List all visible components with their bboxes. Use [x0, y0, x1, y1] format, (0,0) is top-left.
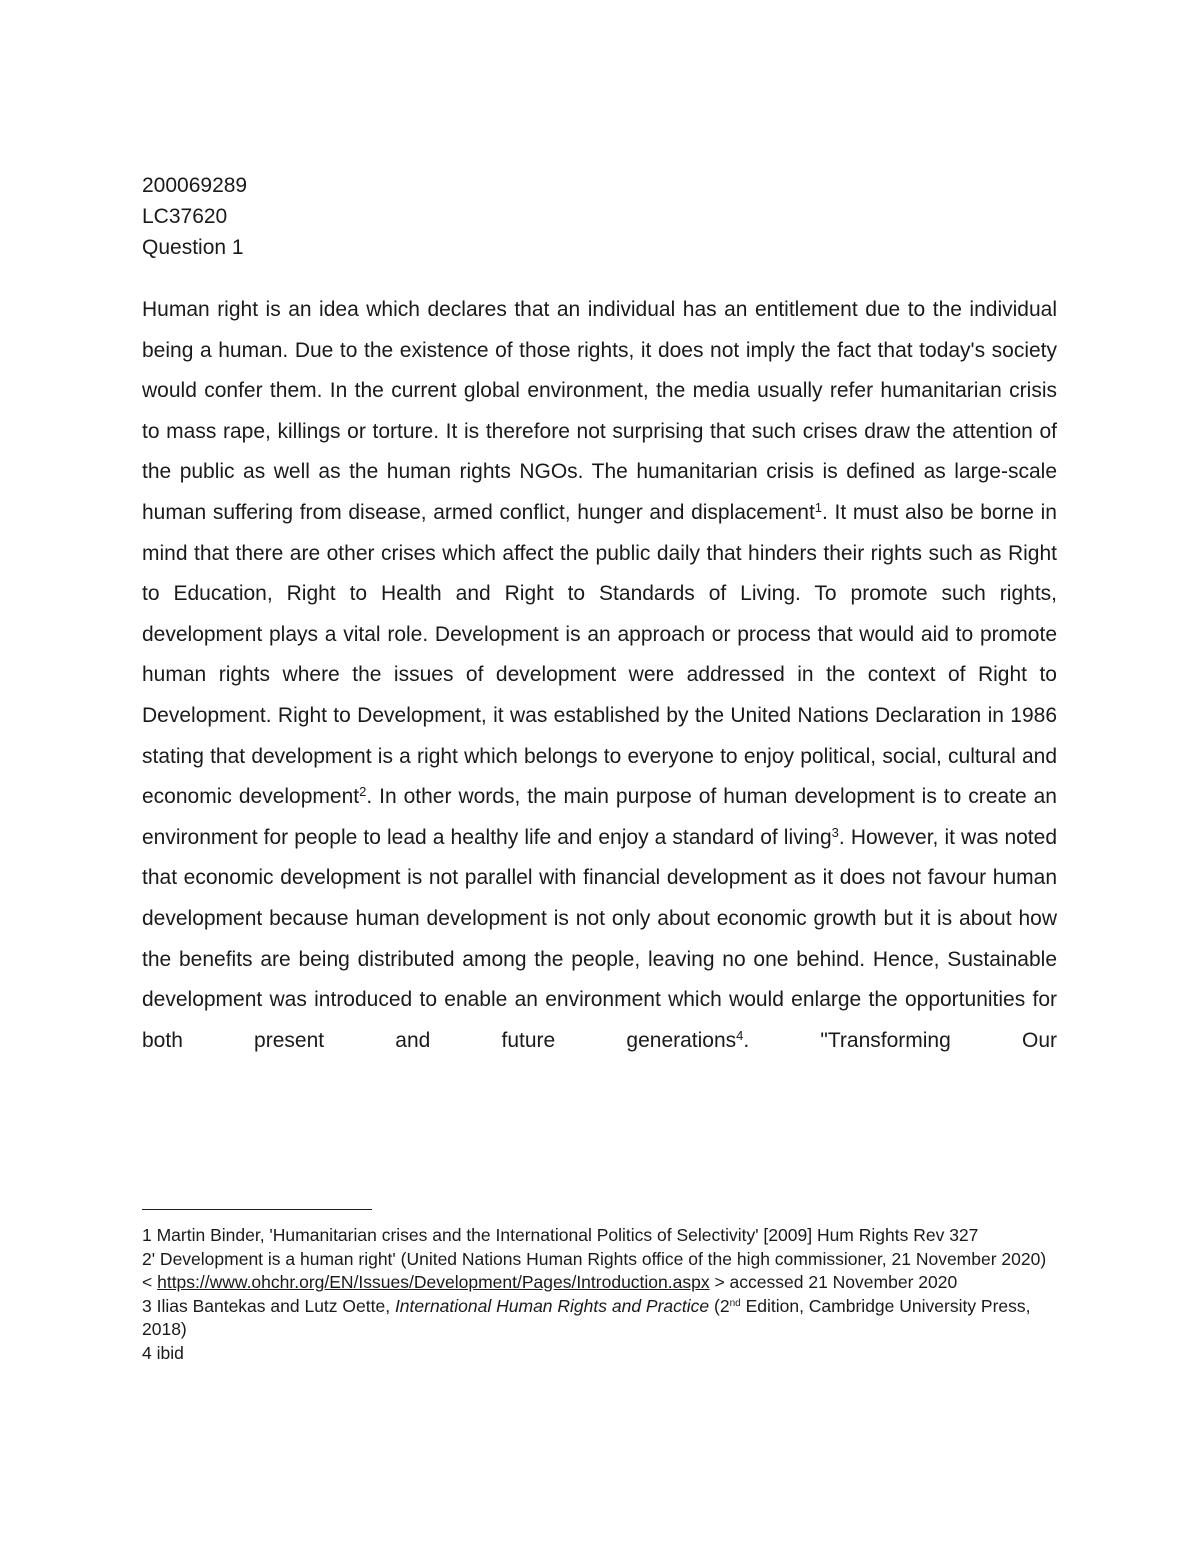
footnote-4: 4 ibid [142, 1342, 184, 1363]
body-text-segment: . However, it was noted that economic development is not parallel with financial development as it does not favour human development because human development is not only about economic growth but it is about how the benefits are being distributed among the people, leaving no one behind. Hence, Sustainable development was introduced to enable an environment which would enlarge the opportunities for both present and future generations [142, 825, 1058, 1052]
footnote-2-link[interactable]: https://www.ohchr.org/EN/Issues/Development/Pages/Introduction.aspx [157, 1272, 710, 1292]
footnote-3 [142, 1295, 1057, 1342]
body-text-segment: . In other words, the main purpose of human development is to create an environment for people to lead a healthy life and enjoy a standard of living [142, 785, 1057, 849]
footnote-2-text: 2' Development is a human right' (United Nations Human Rights office of the high commissioner, 21 November 2020) < [142, 1248, 1047, 1292]
footnote-3-ordinal: nd [729, 1297, 741, 1309]
footnote-separator [142, 1209, 372, 1210]
module-code: LC37620 [142, 205, 228, 228]
footnote-ref-2[interactable]: 2 [359, 784, 367, 800]
student-id: 200069289 [142, 174, 248, 197]
body-text-segment: . It must also be borne in mind that there are other crises which affect the public daily that hinders their rights such as Right to Education, Right to Health and Right to Standards of Living. To promote such rights, development plays a vital role. Development is an approach or process that would aid to promote human rights where the issues of development were addressed in the context of Right to Development. Right to Development, it was established by the United Nations Declaration in 1986 stating that development is a right which belongs to everyone to enjoy political, social, cultural and economic development [142, 500, 1057, 809]
footnote-3-publisher: Edition, Cambridge University Press, 2018) [142, 1295, 1031, 1339]
footnote-3-authors: 3 Ilias Bantekas and Lutz Oette, [142, 1295, 395, 1316]
question-title: Question 1 [142, 236, 244, 259]
body-text-segment: . "Transforming Our [743, 1028, 1057, 1052]
footnote-2-access: > accessed 21 November 2020 [709, 1272, 958, 1292]
body-text-segment: Human right is an idea which declares that an individual has an entitlement due to the individual being a human. Due to the existence of those rights, it does not imply the fact that today's society would confer them. In the current global environment, the media usually refer humanitarian crisis to mass rape, killings or torture. It is therefore not surprising that such crises draw the attention of the public as well as the human rights NGOs. The humanitarian crisis is defined as large-scale human suffering from disease, armed conflict, hunger and displacement [142, 298, 1057, 524]
body-paragraph [142, 290, 1057, 1061]
footnote-1: 1 Martin Binder, 'Humanitarian crises and the International Politics of Selectivity' [2009] Hum Rights Rev 327 [142, 1225, 979, 1245]
footnote-2 [142, 1248, 1057, 1295]
footnote-ref-4[interactable]: 4 [736, 1027, 744, 1043]
footnotes [142, 1224, 1057, 1365]
document-header [142, 170, 247, 263]
footnote-ref-1[interactable]: 1 [814, 499, 823, 515]
footnote-3-title: International Human Rights and Practice [394, 1295, 710, 1316]
footnote-ref-3[interactable]: 3 [831, 824, 839, 840]
footnote-3-edition: (2 [709, 1295, 730, 1316]
